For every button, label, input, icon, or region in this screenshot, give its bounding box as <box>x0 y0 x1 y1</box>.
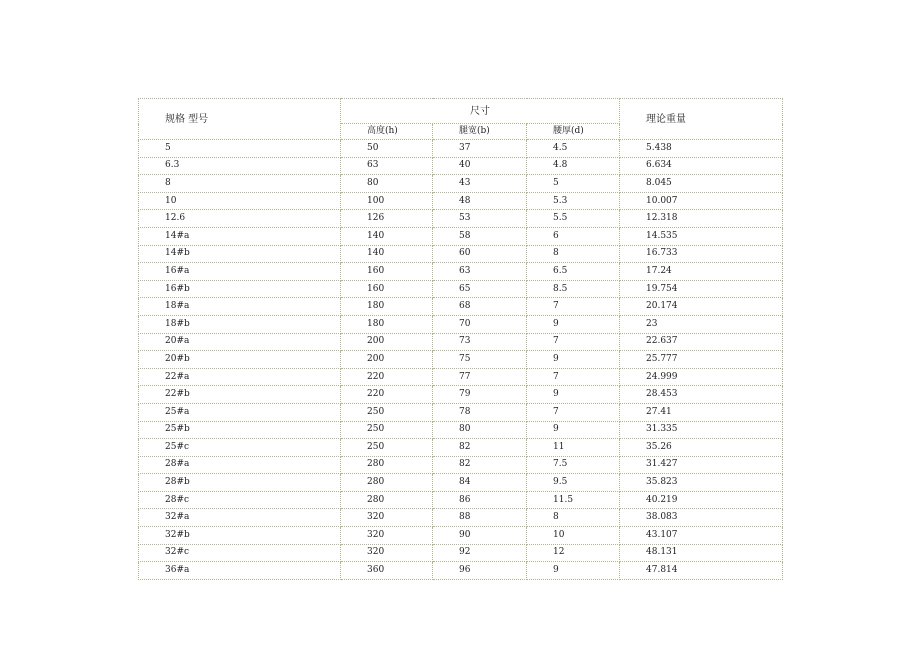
cell-height: 180 <box>341 298 433 316</box>
cell-leg-width: 58 <box>433 227 527 245</box>
cell-weight: 28.453 <box>620 386 783 404</box>
table-row <box>139 474 783 492</box>
cell-spec-model: 32#b <box>139 527 341 545</box>
cell-spec-model: 18#b <box>139 315 341 333</box>
cell-spec-model: 22#a <box>139 368 341 386</box>
cell-leg-width: 84 <box>433 474 527 492</box>
cell-leg-width: 68 <box>433 298 527 316</box>
header-dimensions: 尺寸 <box>341 99 620 124</box>
cell-web-thickness: 7 <box>527 333 620 351</box>
cell-web-thickness: 4.5 <box>527 140 620 158</box>
table-body <box>139 99 783 580</box>
cell-spec-model: 28#a <box>139 456 341 474</box>
cell-web-thickness: 10 <box>527 527 620 545</box>
cell-spec-model: 18#a <box>139 298 341 316</box>
header-height: 高度(h) <box>341 124 433 140</box>
cell-spec-model: 10 <box>139 192 341 210</box>
cell-web-thickness: 9 <box>527 315 620 333</box>
cell-height: 63 <box>341 157 433 175</box>
cell-leg-width: 77 <box>433 368 527 386</box>
table-row <box>139 280 783 298</box>
cell-spec-model: 25#a <box>139 403 341 421</box>
cell-spec-model: 12.6 <box>139 210 341 228</box>
cell-spec-model: 20#b <box>139 351 341 369</box>
cell-spec-model: 20#a <box>139 333 341 351</box>
cell-weight: 16.733 <box>620 245 783 263</box>
table-row <box>139 351 783 369</box>
cell-height: 220 <box>341 368 433 386</box>
cell-weight: 12.318 <box>620 210 783 228</box>
table-row <box>139 439 783 457</box>
cell-leg-width: 86 <box>433 491 527 509</box>
table-row <box>139 527 783 545</box>
cell-leg-width: 65 <box>433 280 527 298</box>
cell-leg-width: 80 <box>433 421 527 439</box>
table-row <box>139 562 783 580</box>
cell-web-thickness: 12 <box>527 544 620 562</box>
cell-height: 250 <box>341 421 433 439</box>
table-row <box>139 227 783 245</box>
cell-spec-model: 14#b <box>139 245 341 263</box>
header-theoretical-weight: 理论重量 <box>620 99 783 140</box>
cell-spec-model: 25#c <box>139 439 341 457</box>
cell-leg-width: 48 <box>433 192 527 210</box>
cell-spec-model: 28#c <box>139 491 341 509</box>
cell-height: 250 <box>341 403 433 421</box>
cell-height: 80 <box>341 175 433 193</box>
cell-weight: 31.335 <box>620 421 783 439</box>
cell-leg-width: 92 <box>433 544 527 562</box>
cell-spec-model: 22#b <box>139 386 341 404</box>
cell-leg-width: 88 <box>433 509 527 527</box>
cell-height: 180 <box>341 315 433 333</box>
cell-spec-model: 5 <box>139 140 341 158</box>
cell-height: 360 <box>341 562 433 580</box>
table-row <box>139 157 783 175</box>
cell-weight: 38.083 <box>620 509 783 527</box>
header-spec-model: 规格 型号 <box>139 99 341 140</box>
table-row <box>139 386 783 404</box>
cell-weight: 31.427 <box>620 456 783 474</box>
cell-spec-model: 36#a <box>139 562 341 580</box>
cell-leg-width: 60 <box>433 245 527 263</box>
cell-web-thickness: 7 <box>527 403 620 421</box>
cell-leg-width: 82 <box>433 456 527 474</box>
cell-web-thickness: 7 <box>527 368 620 386</box>
cell-weight: 40.219 <box>620 491 783 509</box>
cell-leg-width: 78 <box>433 403 527 421</box>
header-web-thickness: 腰厚(d) <box>527 124 620 140</box>
cell-web-thickness: 5.3 <box>527 192 620 210</box>
cell-spec-model: 16#b <box>139 280 341 298</box>
cell-spec-model: 32#c <box>139 544 341 562</box>
cell-height: 160 <box>341 280 433 298</box>
cell-weight: 35.26 <box>620 439 783 457</box>
cell-weight: 10.007 <box>620 192 783 210</box>
cell-weight: 47.814 <box>620 562 783 580</box>
cell-spec-model: 16#a <box>139 263 341 281</box>
cell-web-thickness: 6.5 <box>527 263 620 281</box>
header-leg-width: 腿宽(b) <box>433 124 527 140</box>
table-row <box>139 298 783 316</box>
cell-leg-width: 79 <box>433 386 527 404</box>
cell-web-thickness: 8 <box>527 245 620 263</box>
table-row <box>139 421 783 439</box>
cell-height: 140 <box>341 227 433 245</box>
cell-web-thickness: 8 <box>527 509 620 527</box>
table-row <box>139 544 783 562</box>
cell-web-thickness: 9 <box>527 386 620 404</box>
cell-leg-width: 40 <box>433 157 527 175</box>
cell-web-thickness: 7.5 <box>527 456 620 474</box>
table-row <box>139 263 783 281</box>
table-row <box>139 509 783 527</box>
cell-leg-width: 82 <box>433 439 527 457</box>
cell-height: 320 <box>341 544 433 562</box>
cell-web-thickness: 6 <box>527 227 620 245</box>
cell-height: 320 <box>341 509 433 527</box>
cell-height: 50 <box>341 140 433 158</box>
table-row <box>139 245 783 263</box>
cell-weight: 14.535 <box>620 227 783 245</box>
cell-height: 140 <box>341 245 433 263</box>
cell-web-thickness: 9 <box>527 562 620 580</box>
cell-height: 200 <box>341 333 433 351</box>
cell-leg-width: 90 <box>433 527 527 545</box>
cell-web-thickness: 9 <box>527 351 620 369</box>
cell-leg-width: 43 <box>433 175 527 193</box>
table-row <box>139 192 783 210</box>
cell-height: 280 <box>341 456 433 474</box>
cell-spec-model: 6.3 <box>139 157 341 175</box>
cell-weight: 22.637 <box>620 333 783 351</box>
cell-web-thickness: 7 <box>527 298 620 316</box>
cell-web-thickness: 8.5 <box>527 280 620 298</box>
header-row-main <box>139 99 783 124</box>
cell-leg-width: 37 <box>433 140 527 158</box>
cell-web-thickness: 9.5 <box>527 474 620 492</box>
cell-spec-model: 8 <box>139 175 341 193</box>
cell-height: 200 <box>341 351 433 369</box>
cell-weight: 5.438 <box>620 140 783 158</box>
cell-weight: 8.045 <box>620 175 783 193</box>
cell-weight: 27.41 <box>620 403 783 421</box>
table-row <box>139 175 783 193</box>
cell-height: 320 <box>341 527 433 545</box>
cell-spec-model: 14#a <box>139 227 341 245</box>
cell-weight: 43.107 <box>620 527 783 545</box>
cell-web-thickness: 9 <box>527 421 620 439</box>
cell-height: 220 <box>341 386 433 404</box>
cell-height: 280 <box>341 491 433 509</box>
cell-height: 280 <box>341 474 433 492</box>
cell-weight: 48.131 <box>620 544 783 562</box>
table-row <box>139 210 783 228</box>
cell-spec-model: 28#b <box>139 474 341 492</box>
cell-height: 100 <box>341 192 433 210</box>
cell-weight: 6.634 <box>620 157 783 175</box>
table-row <box>139 403 783 421</box>
cell-web-thickness: 4.8 <box>527 157 620 175</box>
cell-weight: 19.754 <box>620 280 783 298</box>
cell-weight: 17.24 <box>620 263 783 281</box>
cell-web-thickness: 5 <box>527 175 620 193</box>
table-row <box>139 491 783 509</box>
cell-leg-width: 73 <box>433 333 527 351</box>
table-row <box>139 333 783 351</box>
table-row <box>139 315 783 333</box>
cell-weight: 25.777 <box>620 351 783 369</box>
table-row <box>139 140 783 158</box>
cell-height: 250 <box>341 439 433 457</box>
cell-web-thickness: 5.5 <box>527 210 620 228</box>
cell-spec-model: 32#a <box>139 509 341 527</box>
cell-height: 126 <box>341 210 433 228</box>
cell-weight: 23 <box>620 315 783 333</box>
channel-steel-spec-table <box>138 98 783 580</box>
cell-leg-width: 53 <box>433 210 527 228</box>
table-row <box>139 368 783 386</box>
table-row <box>139 456 783 474</box>
cell-weight: 20.174 <box>620 298 783 316</box>
cell-leg-width: 75 <box>433 351 527 369</box>
cell-height: 160 <box>341 263 433 281</box>
cell-leg-width: 96 <box>433 562 527 580</box>
cell-web-thickness: 11 <box>527 439 620 457</box>
cell-leg-width: 70 <box>433 315 527 333</box>
cell-spec-model: 25#b <box>139 421 341 439</box>
cell-weight: 24.999 <box>620 368 783 386</box>
cell-web-thickness: 11.5 <box>527 491 620 509</box>
cell-weight: 35.823 <box>620 474 783 492</box>
cell-leg-width: 63 <box>433 263 527 281</box>
